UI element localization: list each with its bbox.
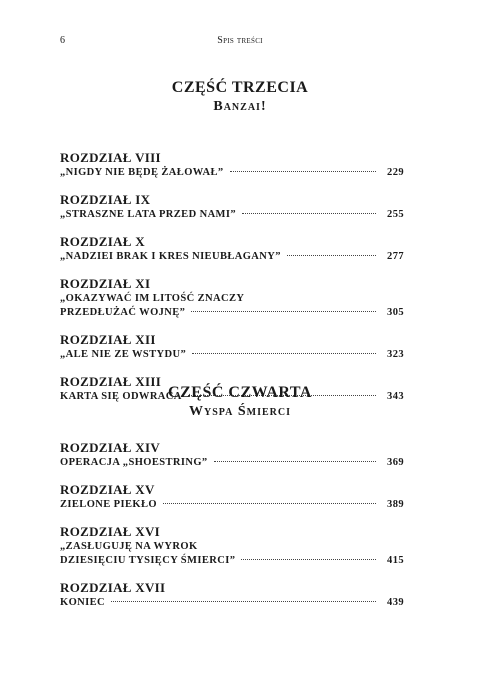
chapter-number: ROZDZIAŁ XVI [60,524,161,539]
dot-leader [230,171,376,172]
toc-entry [60,440,404,470]
part-title: CZĘŚĆ TRZECIA [171,79,309,96]
toc-entry [60,234,404,264]
dot-leader [214,461,376,462]
toc-entry [60,332,404,362]
page-reference: 439 [387,597,404,608]
toc-list-part-4 [60,440,404,610]
chapter-title: „ALE NIE ZE WSTYDU” [60,349,187,360]
dot-leader [192,353,376,354]
dot-leader [111,601,376,602]
part-subtitle: Banzai! [213,99,267,114]
chapter-title: PRZEDŁUŻAĆ WOJNĘ” [60,307,186,318]
chapter-title-line [60,348,404,362]
dot-leader [191,311,376,312]
chapter-number: ROZDZIAŁ XVII [60,580,166,595]
chapter-number: ROZDZIAŁ XI [60,276,151,291]
toc-entry [60,150,404,180]
chapter-title: DZIESIĘCIU TYSIĘCY ŚMIERCI” [60,555,236,566]
chapter-title-line [60,498,404,512]
page-reference: 255 [387,209,404,220]
chapter-number: ROZDZIAŁ IX [60,192,151,207]
page-number: 6 [60,35,65,46]
toc-entry [60,524,404,568]
toc-entry [60,580,404,610]
chapter-title: KONIEC [60,597,105,608]
part-title: CZĘŚĆ CZWARTA [168,384,312,401]
chapter-title-line [60,166,404,180]
page-reference: 229 [387,167,404,178]
chapter-number: ROZDZIAŁ XII [60,332,156,347]
chapter-title: „NADZIEI BRAK I KRES NIEUBŁAGANY” [60,251,281,262]
page-reference: 277 [387,251,404,262]
chapter-title-line [60,306,404,320]
toc-list-part-3 [60,150,404,404]
chapter-title: „ZASŁUGUJĘ NA WYROK [60,541,198,552]
page-reference: 369 [387,457,404,468]
chapter-title: „OKAZYWAĆ IM LITOŚĆ ZNACZY [60,293,245,304]
chapter-number: ROZDZIAŁ XV [60,482,155,497]
chapter-title-line [60,540,404,554]
chapter-title-line [60,554,404,568]
page-reference: 323 [387,349,404,360]
dot-leader [163,503,376,504]
running-head: Spis treści [217,35,263,46]
page-reference: 389 [387,499,404,510]
chapter-title: OPERACJA „SHOESTRING” [60,457,208,468]
chapter-title-line [60,208,404,222]
toc-entry [60,482,404,512]
chapter-title: ZIELONE PIEKŁO [60,499,157,510]
toc-entry [60,276,404,320]
part-heading-3 [0,78,480,116]
part-heading-4 [0,383,480,421]
chapter-title-line [60,456,404,470]
chapter-number: ROZDZIAŁ X [60,234,145,249]
dot-leader [287,255,376,256]
page-reference: 343 [387,391,404,402]
page-reference: 305 [387,307,404,318]
page-reference: 415 [387,555,404,566]
chapter-number: ROZDZIAŁ VIII [60,150,161,165]
chapter-title: KARTA SIĘ ODWRACA [60,391,182,402]
toc-entry [60,192,404,222]
dot-leader [242,213,376,214]
chapter-title-line [60,596,404,610]
chapter-title-line [60,292,404,306]
chapter-title: „NIGDY NIE BĘDĘ ŻAŁOWAŁ” [60,167,224,178]
dot-leader [241,559,376,560]
chapter-title-line [60,250,404,264]
chapter-number: ROZDZIAŁ XIII [60,374,162,389]
page-header [0,35,480,49]
chapter-title: „STRASZNE LATA PRZED NAMI” [60,209,236,220]
chapter-number: ROZDZIAŁ XIV [60,440,161,455]
part-subtitle: Wyspa Śmierci [189,404,291,419]
